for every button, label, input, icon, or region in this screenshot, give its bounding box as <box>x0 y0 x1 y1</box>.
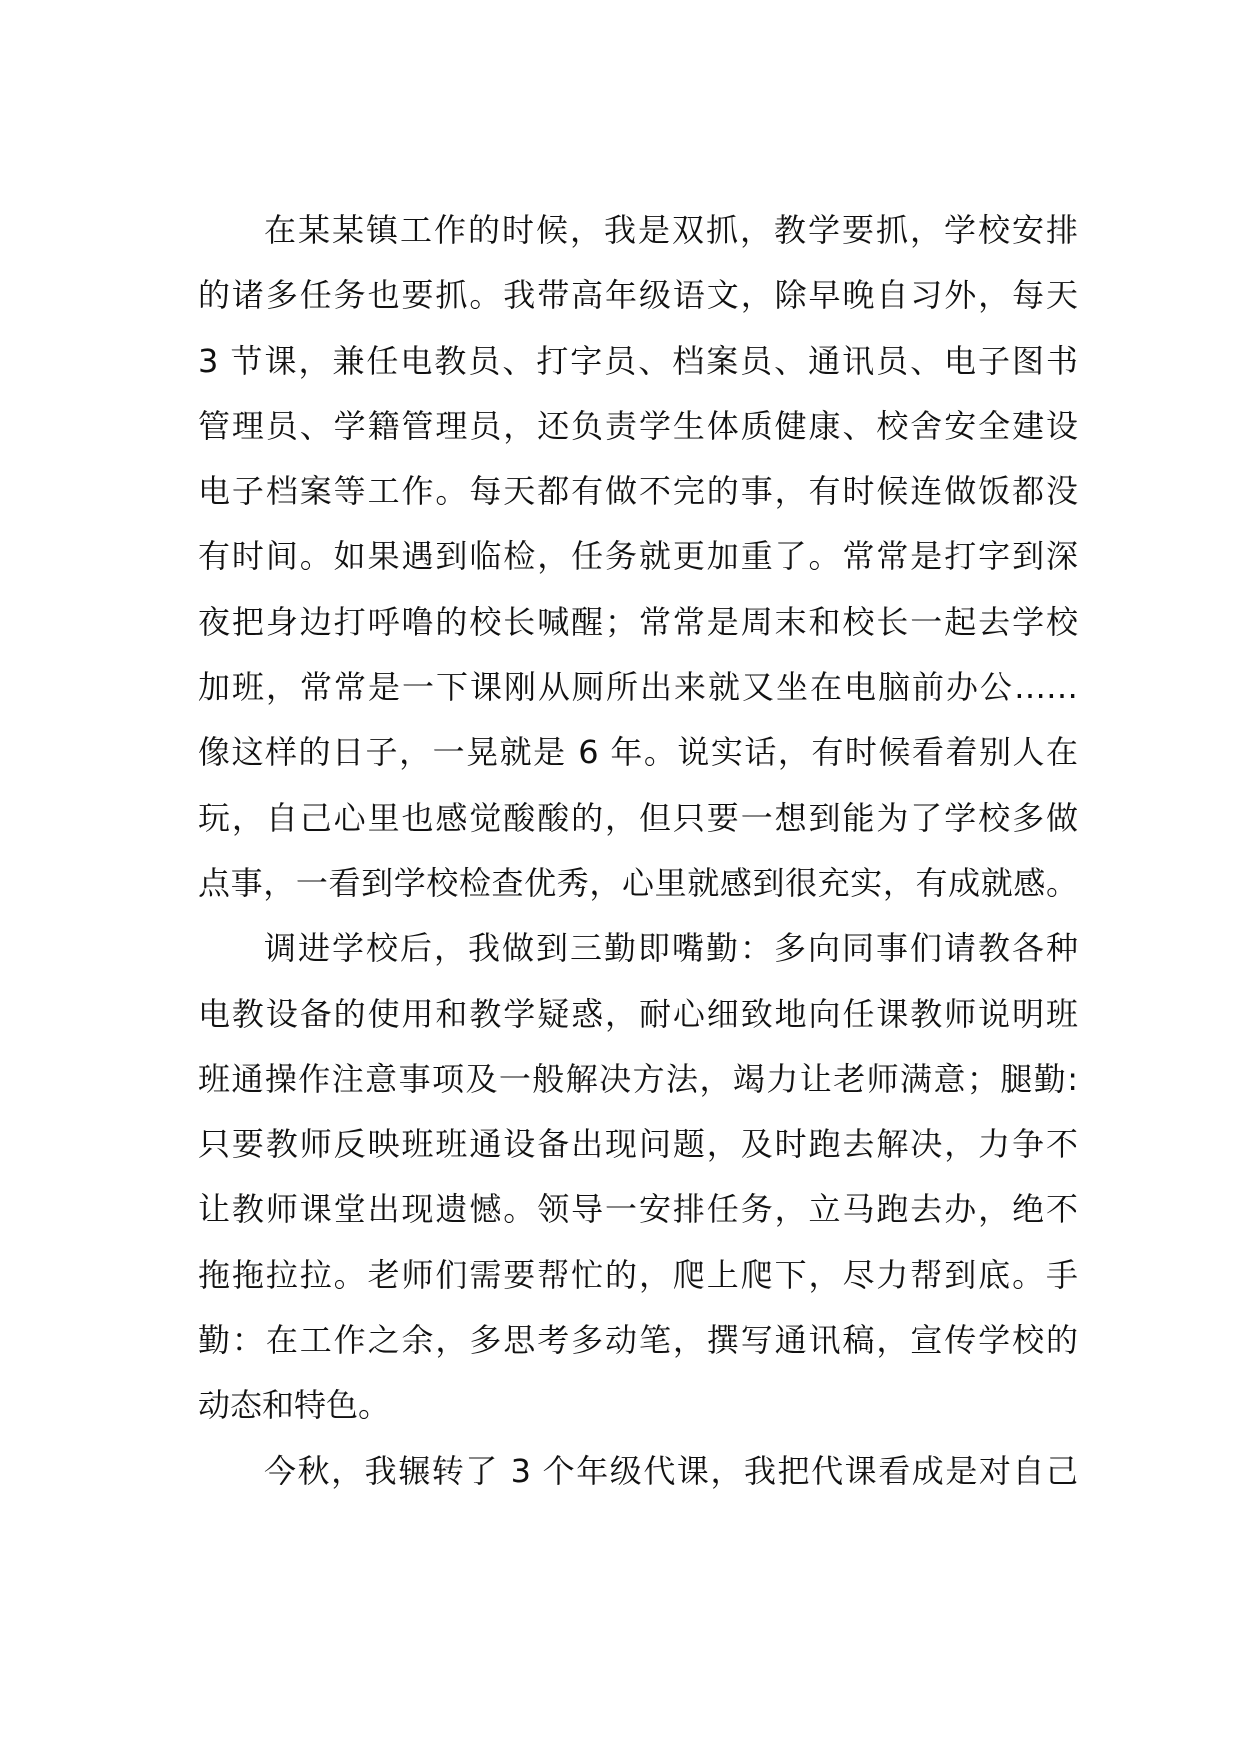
paragraph-line: 的诸多任务也要抓。我带高年级语文，除早晚自习外，每天 <box>198 276 1078 315</box>
paragraph-line: 点事，一看到学校检查优秀，心里就感到很充实，有成就感。 <box>198 863 1078 902</box>
paragraph-line: 加班，常常是一下课刚从厕所出来就又坐在电脑前办公…… <box>198 668 1078 707</box>
paragraph-line: 3 节课，兼任电教员、打字员、档案员、通讯员、电子图书 <box>198 341 1078 380</box>
paragraph-line: 勤：在工作之余，多思考多动笔，撰写通讯稿，宣传学校的 <box>198 1321 1078 1360</box>
paragraph-line: 班通操作注意事项及一般解决方法，竭力让老师满意；腿勤: <box>198 1059 1078 1098</box>
paragraph-line: 让教师课堂出现遗憾。领导一安排任务，立马跑去办，绝不 <box>198 1190 1078 1229</box>
paragraph-line: 玩，自己心里也感觉酸酸的，但只要一想到能为了学校多做 <box>198 798 1078 837</box>
paragraph-line: 调进学校后，我做到三勤即嘴勤：多向同事们请教各种 <box>264 929 1078 968</box>
paragraph-line: 在某某镇工作的时候，我是双抓，教学要抓，学校安排 <box>264 211 1078 249</box>
paragraph-line: 今秋，我辗转了 3 个年级代课，我把代课看成是对自己 <box>264 1451 1078 1490</box>
paragraph-line: 电子档案等工作。每天都有做不完的事，有时候连做饭都没 <box>198 472 1078 511</box>
paragraph-line: 动态和特色。 <box>198 1386 391 1425</box>
paragraph-line: 拖拖拉拉。老师们需要帮忙的，爬上爬下，尽力帮到底。手 <box>198 1255 1078 1294</box>
paragraph-line: 只要教师反映班班通设备出现问题，及时跑去解决，力争不 <box>198 1125 1078 1164</box>
paragraph-line: 管理员、学籍管理员，还负责学生体质健康、校舍安全建设 <box>198 406 1078 445</box>
paragraph-line: 像这样的日子，一晃就是 6 年。说实话，有时候看着别人在 <box>198 733 1078 772</box>
paragraph-line: 夜把身边打呼噜的校长喊醒；常常是周末和校长一起去学校 <box>198 602 1078 641</box>
paragraph-line: 有时间。如果遇到临检，任务就更加重了。常常是打字到深 <box>198 537 1078 576</box>
body-text <box>198 198 1078 1504</box>
paragraph-line: 电教设备的使用和教学疑惑，耐心细致地向任课教师说明班 <box>198 994 1078 1033</box>
